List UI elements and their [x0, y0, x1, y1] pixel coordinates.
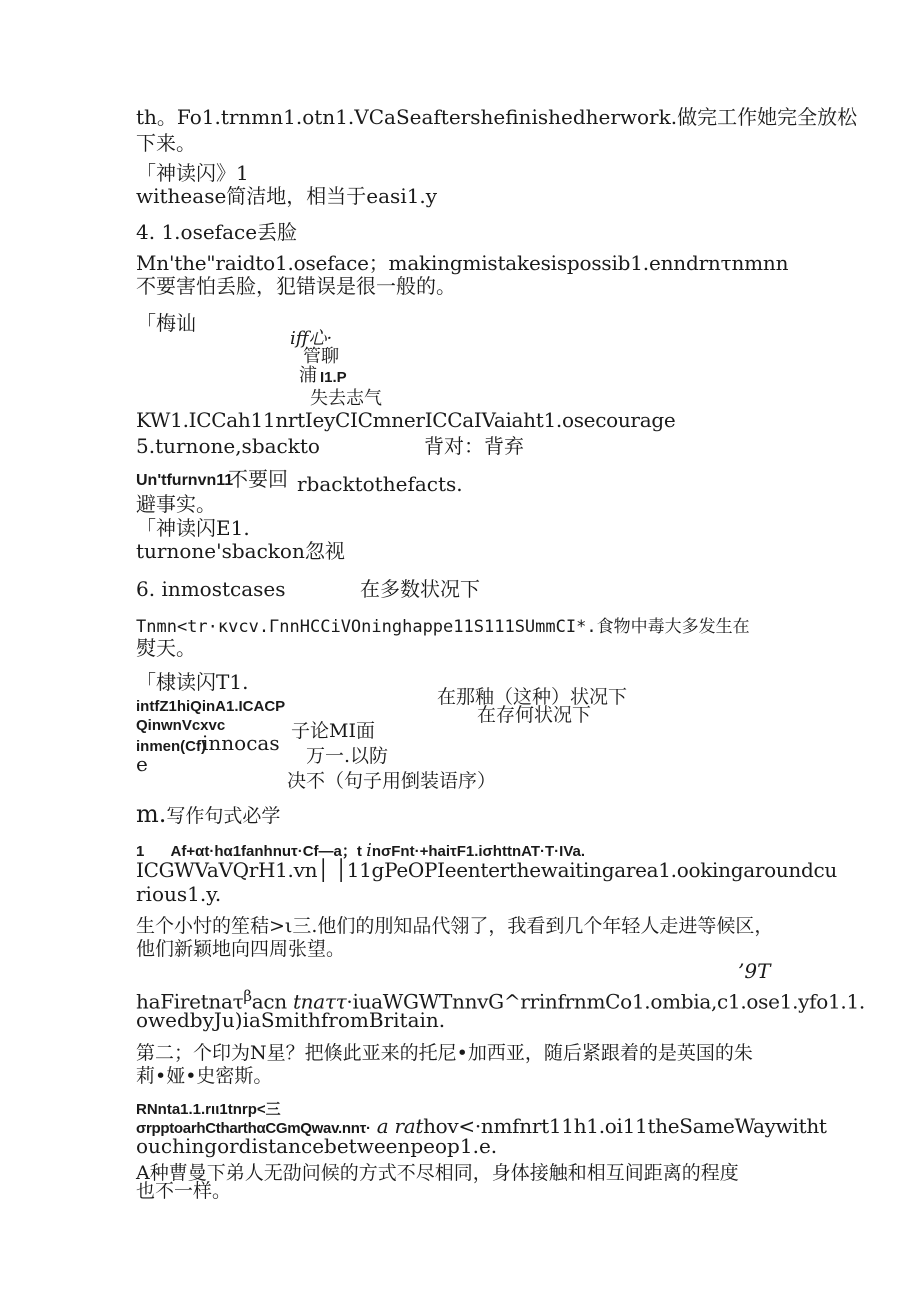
numbered-phrase: 6. inmostcases [136, 577, 286, 601]
text-fragment: 浦 [299, 365, 317, 386]
text-line: 也不一样。 [136, 1180, 232, 1202]
text-line: 生个小忖的笙秸>ι三.他们的刖知品代翎了，我看到几个年轻人走进等候区， [136, 915, 774, 937]
text-line: 熨天。 [136, 636, 196, 660]
text-line: 下来。 [136, 131, 196, 155]
text-line: turnone'sbackon忽视 [136, 539, 345, 563]
text-fragment: 不要回 [228, 467, 288, 491]
text-line [136, 613, 750, 639]
text-line: RNnta1.1.rιι1tnrp<三 [136, 1101, 281, 1118]
text-fragment: innocas [202, 731, 280, 755]
text-fragment: hov<·nmfnrt11h1.oi11theSameWaywitht [423, 1114, 827, 1138]
heading-title: 写作句式必学 [166, 806, 281, 827]
text-fragment: β [243, 987, 252, 1005]
section-marker: 「棣读闪T1. [136, 670, 249, 694]
text-fragment: 背对：背弃 [424, 434, 524, 458]
section-marker: 「神读闪》1 [136, 161, 249, 185]
text-line: KW1.ICCah11nrtIeyCICmnerICCaIVaiaht1.osecourage [136, 408, 676, 432]
text-line: ICGWVaVQrH1.vn│ │11gPeOPIeenterthewaitingarea1.ookingaroundcu [136, 858, 837, 882]
text-line: withease简洁地，相当于easi1.y [136, 184, 438, 208]
text-fragment: tnaττ [292, 989, 347, 1014]
section-heading [136, 799, 280, 832]
text-line: 第二；个印为N星？把倏此亚来的托尼•加西亚，随后紧跟着的是英国的朱 [136, 1042, 753, 1064]
text-fragment: ·iuaWGWTnnvG^rrinfrnmCo1.ombia,c1.ose1.yfo1.1. [346, 989, 865, 1014]
text-fragment: QinwnVcxvc [136, 717, 226, 734]
text-fragment: a rat [376, 1114, 424, 1138]
text-fragment: Un'tfurnvn11 [136, 472, 234, 489]
text-fragment: 在多数状况下 [360, 577, 480, 601]
text-fragment: 失去志气 [310, 388, 382, 409]
text-fragment: intfZ1hiQinA1.ICACP [136, 698, 286, 715]
text-line: 莉•娅•史密斯。 [136, 1065, 273, 1087]
text-fragment: 子论MI面 [291, 720, 375, 742]
text-line: 不要害怕丢脸，犯错误是很一般的。 [136, 274, 456, 298]
text-line: owedbyJu)iaSmithfromBritain. [136, 1008, 446, 1032]
text-fragment: i [366, 840, 372, 861]
text-fragment: Tnmn<tr·κvcv.ΓnnHCCiVOninghappe11S111SUmmCI*.食物中毒大多发生在 [136, 617, 750, 637]
text-fragment: 在存何状况下 [477, 704, 592, 726]
numbered-phrase: 5.turnone,sbackto [136, 434, 320, 458]
text-fragment: 决不（句子用倒装语序） [287, 770, 497, 792]
text-fragment: iff心· [290, 328, 333, 349]
text-fragment: ’9T [738, 959, 771, 983]
text-fragment: Af+αt·hα1fanhnuτ·Cf—a；t [170, 843, 362, 860]
text-fragment: nσFnt·+haiτF1.iσhttnAT·T·IVa. [371, 843, 585, 860]
heading-numeral: m. [136, 800, 167, 828]
text-line: A种曹曼下弟人无劭问候的方式不尽相同，身体接触和相互间距离的程度 [136, 1162, 739, 1184]
section-marker: 「梅讪 [136, 311, 196, 335]
text-line: th。Fo1.trnmn1.otn1.VCaSeaftershefinishedherwork.做完工作她完全放松 [136, 105, 858, 129]
item-number: 1 [136, 843, 145, 860]
text-line: rious1.y. [136, 882, 222, 906]
text-fragment: 万一.以防 [306, 745, 389, 767]
text-fragment: rbacktothefacts. [297, 472, 463, 496]
text-fragment: haFiretnaτ [136, 989, 244, 1014]
text-fragment: σrpptoarhCtharthαCGmQwav.nnτ· [136, 1120, 371, 1137]
text-line: 避事实。 [136, 492, 216, 516]
text-fragment: 管聊 [303, 346, 339, 367]
text-line: ouchingordistancebetweenpeop1.e. [136, 1134, 498, 1158]
text-line: Mn'the"raidto1.oseface；makingmistakesispossib1.enndrnτnmnn [136, 251, 789, 275]
text-fragment: I1.P [320, 369, 347, 386]
text-fragment: inmen(Cf) [136, 738, 206, 755]
numbered-phrase: 4. 1.oseface丢脸 [136, 220, 298, 244]
text-fragment: 在那釉（这种）状况下 [437, 686, 628, 708]
text-fragment: e [136, 752, 148, 776]
section-marker: 「神读闪E1. [136, 516, 250, 540]
text-fragment: acn [251, 989, 287, 1014]
text-line: 他们新颖地向四周张望。 [136, 938, 346, 960]
